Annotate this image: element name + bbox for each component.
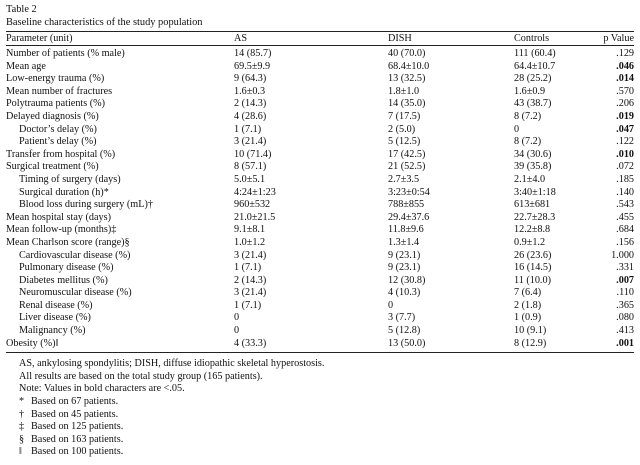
table-row [6,300,634,313]
header-dish: DISH [388,33,412,44]
table-row [6,275,634,288]
footnote-symbol: ‖ [19,446,22,458]
cell-dish: 788±855 [388,199,425,211]
cell-parameter: Mean Charlson score (range)§ [6,236,130,248]
cell-dish: 7 (17.5) [388,110,421,122]
cell-dish: 9 (23.1) [388,262,421,274]
header-p-value: p Value [603,33,634,44]
cell-dish: 5 (12.8) [388,325,421,337]
bottom-rule [6,352,634,353]
cell-parameter: Malignancy (%) [19,325,86,337]
cell-dish: 3:23±0:54 [388,186,430,198]
cell-parameter: Doctor’s delay (%) [19,123,97,135]
cell-parameter: Delayed diagnosis (%) [6,110,99,122]
table-title: Baseline characteristics of the study population [6,16,203,28]
table-row [6,224,634,237]
cell-as: 9.1±8.1 [234,224,266,236]
cell-parameter: Number of patients (% male) [6,48,125,59]
header-rule [6,45,634,46]
footnote-symbol: † [19,408,25,420]
cell-as: 4:24±1:23 [234,186,276,198]
cell-as: 1.0±1.2 [234,236,266,248]
cell-as: 3 (21.4) [234,136,267,148]
cell-p-value: .014 [616,73,634,85]
footnote-text: Based on 45 patients. [31,408,119,420]
cell-p-value: .684 [616,224,634,236]
cell-controls: 64.4±10.7 [514,60,556,72]
table-row [6,199,634,212]
cell-dish: 1.8±1.0 [388,85,420,97]
cell-controls: 8 (7.2) [514,110,542,122]
table-row [6,312,634,325]
table-footnotes [6,358,634,459]
cell-parameter: Renal disease (%) [19,299,93,311]
table-row [6,124,634,137]
cell-dish: 2 (5.0) [388,123,416,135]
footnote [6,434,634,447]
cell-dish: 3 (7.7) [388,312,416,324]
cell-controls: 39 (35.8) [514,161,552,173]
cell-as: 5.0±5.1 [234,173,266,185]
table-row [6,98,634,111]
cell-as: 960±532 [234,199,271,211]
cell-p-value: .413 [616,325,634,337]
cell-as: 2 (14.3) [234,274,267,286]
cell-dish: 5 (12.5) [388,136,421,148]
cell-as: 0 [234,312,240,324]
cell-dish: 40 (70.0) [388,48,426,59]
cell-p-value: .007 [616,274,634,286]
cell-p-value: .543 [616,199,634,211]
cell-as: 10 (71.4) [234,148,272,160]
cell-dish: 13 (50.0) [388,337,426,349]
cell-as: 1.6±0.3 [234,85,266,97]
cell-parameter: Diabetes mellitus (%) [19,274,108,286]
cell-dish: 13 (32.5) [388,73,426,85]
footnote [6,446,634,459]
cell-as: 1 (7.1) [234,123,262,135]
cell-controls: 613±681 [514,199,551,211]
footnote-text: AS, ankylosing spondylitis; DISH, diffuse idiopathic skeletal hyperostosis. [19,358,325,370]
cell-p-value: .156 [616,236,634,248]
cell-dish: 9 (23.1) [388,249,421,261]
cell-controls: 11 (10.0) [514,274,551,286]
cell-p-value: .010 [616,148,634,160]
footnote-text: All results are based on the total study group (165 patients). [19,370,263,382]
cell-as: 1 (7.1) [234,299,262,311]
cell-parameter: Surgical duration (h)* [19,186,109,198]
cell-parameter: Low-energy trauma (%) [6,73,105,85]
table-header-row [6,32,634,45]
cell-controls: 2 (1.8) [514,299,542,311]
footnote [6,396,634,409]
table-row [6,237,634,250]
cell-parameter: Pulmonary disease (%) [19,262,114,274]
table-row [6,174,634,187]
cell-controls: 28 (25.2) [514,73,552,85]
header-controls: Controls [514,33,550,44]
table-row [6,73,634,86]
cell-dish: 1.3±1.4 [388,236,420,248]
cell-as: 69.5±9.9 [234,60,271,72]
footnote [6,371,634,384]
cell-as: 1 (7.1) [234,262,262,274]
cell-as: 4 (28.6) [234,110,267,122]
cell-as: 9 (64.3) [234,73,267,85]
table-label: Table 2 [6,4,37,15]
cell-controls: 1 (0.9) [514,312,542,324]
cell-p-value: .365 [616,299,634,311]
cell-parameter: Liver disease (%) [19,312,91,324]
footnote [6,358,634,371]
cell-as: 2 (14.3) [234,98,267,110]
cell-parameter: Mean number of fractures [6,85,113,97]
cell-controls: 22.7±28.3 [514,211,556,223]
footnote-text: Based on 67 patients. [31,396,119,408]
header-parameter: Parameter (unit) [6,33,73,44]
cell-controls: 3:40±1:18 [514,186,556,198]
cell-parameter: Mean follow-up (months)‡ [6,224,117,236]
cell-dish: 4 (10.3) [388,287,421,299]
cell-p-value: .185 [616,173,634,185]
cell-dish: 21 (52.5) [388,161,426,173]
cell-controls: 0 [514,123,520,135]
footnote-text: Note: Values in bold characters are <.05. [19,383,185,395]
cell-controls: 10 (9.1) [514,325,547,337]
cell-p-value: .046 [616,60,634,72]
cell-p-value: .570 [616,85,634,97]
header-as: AS [234,33,248,44]
cell-parameter: Polytrauma patients (%) [6,98,106,110]
cell-dish: 68.4±10.0 [388,60,430,72]
cell-dish: 0 [388,299,394,311]
cell-controls: 111 (60.4) [514,48,556,59]
cell-as: 3 (21.4) [234,249,267,261]
table-figure [6,0,634,459]
cell-dish: 11.8±9.6 [388,224,424,236]
cell-controls: 12.2±8.8 [514,224,551,236]
table-row [6,61,634,74]
cell-as: 0 [234,325,240,337]
table-row [6,48,634,61]
footnote [6,421,634,434]
cell-parameter: Patient’s delay (%) [19,136,97,148]
table-row [6,161,634,174]
cell-p-value: .331 [616,262,634,274]
table-row [6,136,634,149]
cell-dish: 14 (35.0) [388,98,426,110]
footnote-symbol: ‡ [19,421,25,433]
table-row [6,287,634,300]
cell-parameter: Timing of surgery (days) [19,173,121,185]
footnote-symbol: * [19,396,25,408]
table-row [6,149,634,162]
cell-controls: 16 (14.5) [514,262,552,274]
cell-controls: 2.1±4.0 [514,173,546,185]
cell-p-value: 1.000 [611,249,634,261]
cell-p-value: .110 [616,287,634,299]
cell-controls: 43 (38.7) [514,98,552,110]
cell-as: 8 (57.1) [234,161,267,173]
cell-controls: 8 (12.9) [514,337,547,349]
cell-parameter: Obesity (%)‖ [6,337,59,349]
table-row [6,262,634,275]
cell-p-value: .001 [616,337,634,349]
cell-p-value: .129 [616,48,634,59]
cell-parameter: Surgical treatment (%) [6,161,99,173]
footnote-text: Based on 125 patients. [31,421,124,433]
cell-parameter: Mean age [6,60,46,72]
cell-p-value: .047 [616,123,634,135]
cell-p-value: .080 [616,312,634,324]
table-row [6,250,634,263]
cell-p-value: .019 [616,110,634,122]
cell-as: 14 (85.7) [234,48,272,59]
cell-as: 4 (33.3) [234,337,267,349]
table-row [6,212,634,225]
cell-parameter: Transfer from hospital (%) [6,148,116,160]
cell-p-value: .206 [616,98,634,110]
cell-controls: 1.6±0.9 [514,85,546,97]
cell-p-value: .455 [616,211,634,223]
cell-parameter: Mean hospital stay (days) [6,211,111,223]
cell-parameter: Blood loss during surgery (mL)† [19,199,153,211]
cell-p-value: .072 [616,161,634,173]
cell-controls: 34 (30.6) [514,148,552,160]
cell-controls: 26 (23.6) [514,249,552,261]
table-row [6,325,634,338]
footnote-text: Based on 100 patients. [31,446,124,458]
footnote [6,383,634,396]
cell-dish: 12 (30.8) [388,274,426,286]
cell-as: 21.0±21.5 [234,211,276,223]
cell-dish: 2.7±3.5 [388,173,420,185]
cell-as: 3 (21.4) [234,287,267,299]
footnote-symbol: § [19,433,25,445]
footnote-text: Based on 163 patients. [31,433,124,445]
table-row [6,338,634,351]
cell-controls: 0.9±1.2 [514,236,546,248]
cell-dish: 29.4±37.6 [388,211,430,223]
cell-parameter: Cardiovascular disease (%) [19,249,131,261]
table-row [6,187,634,200]
footnote [6,409,634,422]
cell-controls: 8 (7.2) [514,136,542,148]
cell-parameter: Neuromuscular disease (%) [19,287,132,299]
table-row [6,111,634,124]
cell-controls: 7 (6.4) [514,287,542,299]
table-row [6,86,634,99]
cell-p-value: .140 [616,186,634,198]
cell-dish: 17 (42.5) [388,148,426,160]
cell-p-value: .122 [616,136,634,148]
table-body [6,48,634,350]
